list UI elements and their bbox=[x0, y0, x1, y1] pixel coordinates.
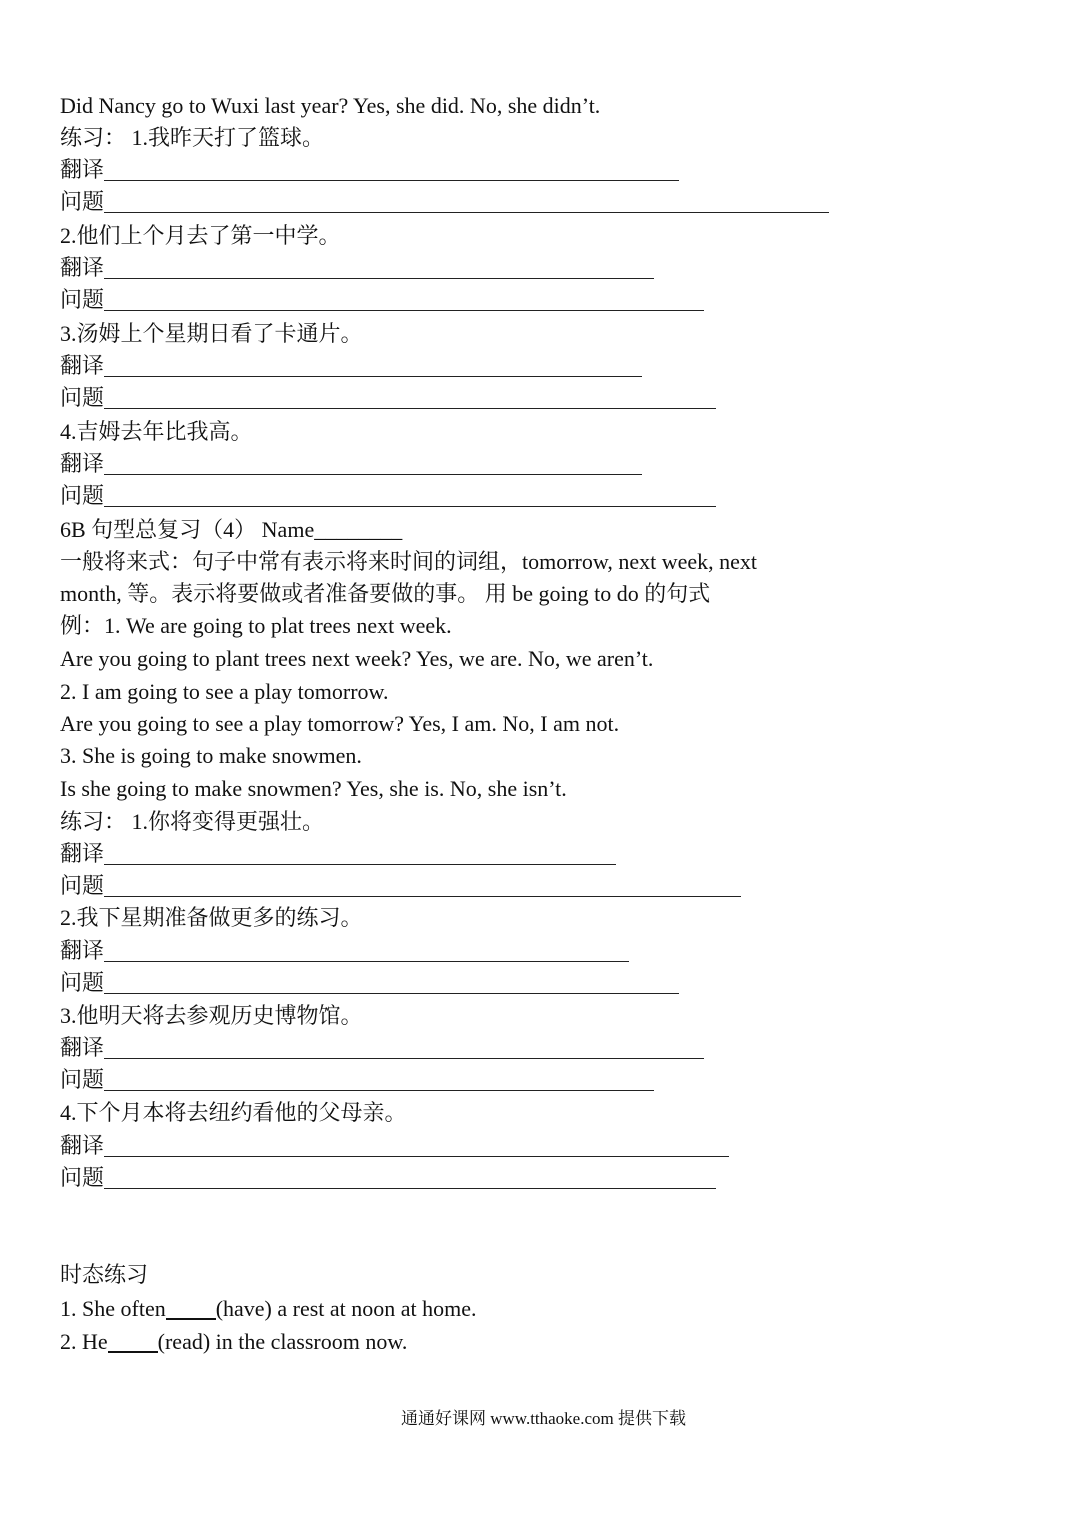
answer-blank[interactable] bbox=[104, 450, 642, 475]
answer-row-question[interactable] bbox=[60, 284, 704, 316]
answer-blank[interactable] bbox=[104, 840, 616, 865]
question-label: 问题 bbox=[60, 483, 105, 508]
future-exercise-item: 4.下个月本将去纽约看他的父母亲。 bbox=[60, 1100, 407, 1125]
future-intro-line: month, 等。表示将要做或者准备要做的事。 用 be going to do 的句式 bbox=[60, 581, 711, 606]
past-exercise-heading: 练习： 1.我昨天打了篮球。 bbox=[60, 125, 325, 150]
answer-blank[interactable] bbox=[104, 384, 716, 409]
answer-blank[interactable] bbox=[104, 254, 654, 279]
answer-row-question[interactable] bbox=[60, 1162, 716, 1194]
answer-row-translate[interactable] bbox=[60, 1032, 704, 1064]
answer-blank[interactable] bbox=[104, 482, 716, 507]
question-label: 问题 bbox=[60, 287, 105, 312]
answer-row-translate[interactable] bbox=[60, 838, 616, 870]
example-line: Are you going to plant trees next week? Yes, we are. No, we aren’t. bbox=[60, 646, 654, 671]
answer-blank[interactable] bbox=[104, 188, 829, 213]
section-title: 6B 句型总复习（4） Name________ bbox=[60, 517, 403, 542]
answer-blank[interactable] bbox=[104, 1132, 729, 1157]
example-line: 3. She is going to make snowmen. bbox=[60, 743, 362, 768]
future-exercise-heading: 练习： 1.你将变得更强壮。 bbox=[60, 809, 325, 834]
answer-row-question[interactable] bbox=[60, 480, 716, 512]
answer-row-question[interactable] bbox=[60, 1064, 654, 1096]
answer-row-question[interactable] bbox=[60, 967, 679, 999]
translate-label: 翻译 bbox=[60, 1035, 105, 1060]
answer-blank[interactable] bbox=[104, 352, 642, 377]
answer-row-translate[interactable] bbox=[60, 350, 642, 382]
question-text: (read) in the classroom now. bbox=[157, 1329, 408, 1354]
question-label: 问题 bbox=[60, 1165, 105, 1190]
answer-row-translate[interactable] bbox=[60, 154, 679, 186]
translate-label: 翻译 bbox=[60, 1133, 105, 1158]
past-exercise-item: 4.吉姆去年比我高。 bbox=[60, 419, 253, 444]
answer-row-translate[interactable] bbox=[60, 935, 629, 967]
answer-blank[interactable] bbox=[104, 937, 629, 962]
future-exercise-item: 2.我下星期准备做更多的练习。 bbox=[60, 905, 363, 930]
answer-row-question[interactable] bbox=[60, 186, 829, 218]
answer-row-translate[interactable] bbox=[60, 448, 642, 480]
example-line: 2. I am going to see a play tomorrow. bbox=[60, 679, 389, 704]
example-line: Are you going to see a play tomorrow? Yes, I am. No, I am not. bbox=[60, 711, 620, 736]
translate-label: 翻译 bbox=[60, 938, 105, 963]
question-label: 问题 bbox=[60, 1067, 105, 1092]
answer-blank[interactable] bbox=[104, 1066, 654, 1091]
answer-row-translate[interactable] bbox=[60, 1130, 729, 1162]
tense-practice-title: 时态练习 bbox=[60, 1262, 149, 1287]
question-label: 问题 bbox=[60, 189, 105, 214]
future-exercise-item: 3.他明天将去参观历史博物馆。 bbox=[60, 1003, 363, 1028]
answer-blank[interactable] bbox=[104, 1034, 704, 1059]
answer-row-question[interactable] bbox=[60, 382, 716, 414]
answer-row-translate[interactable] bbox=[60, 252, 654, 284]
translate-label: 翻译 bbox=[60, 157, 105, 182]
answer-blank[interactable] bbox=[104, 1164, 716, 1189]
example-line: Is she going to make snowmen? Yes, she is. No, she isn’t. bbox=[60, 776, 567, 801]
answer-blank[interactable] bbox=[104, 286, 704, 311]
past-exercise-item: 2.他们上个月去了第一中学。 bbox=[60, 223, 341, 248]
intro-line: Did Nancy go to Wuxi last year? Yes, she did. No, she didn’t. bbox=[60, 93, 601, 118]
question-label: 问题 bbox=[60, 970, 105, 995]
translate-label: 翻译 bbox=[60, 841, 105, 866]
future-intro-line: 一般将来式：句子中常有表示将来时间的词组，tomorrow, next week, next bbox=[60, 549, 758, 574]
fill-in-blank[interactable] bbox=[166, 1296, 216, 1320]
past-exercise-item: 3.汤姆上个星期日看了卡通片。 bbox=[60, 321, 363, 346]
question-text: (have) a rest at noon at home. bbox=[215, 1296, 477, 1321]
example-line: 例：1. We are going to plat trees next week. bbox=[60, 613, 452, 638]
fill-in-blank[interactable] bbox=[108, 1329, 158, 1353]
answer-blank[interactable] bbox=[104, 156, 679, 181]
translate-label: 翻译 bbox=[60, 451, 105, 476]
question-label: 问题 bbox=[60, 385, 105, 410]
answer-blank[interactable] bbox=[104, 969, 679, 994]
question-label: 问题 bbox=[60, 873, 105, 898]
footer-credit: 通通好课网 www.tthaoke.com 提供下载 bbox=[400, 1409, 687, 1428]
answer-blank[interactable] bbox=[104, 872, 741, 897]
translate-label: 翻译 bbox=[60, 353, 105, 378]
tense-question-1 bbox=[60, 1293, 477, 1325]
tense-question-2 bbox=[60, 1326, 407, 1358]
translate-label: 翻译 bbox=[60, 255, 105, 280]
question-text: 2. He bbox=[60, 1329, 108, 1354]
question-text: 1. She often bbox=[60, 1296, 166, 1321]
answer-row-question[interactable] bbox=[60, 870, 741, 902]
